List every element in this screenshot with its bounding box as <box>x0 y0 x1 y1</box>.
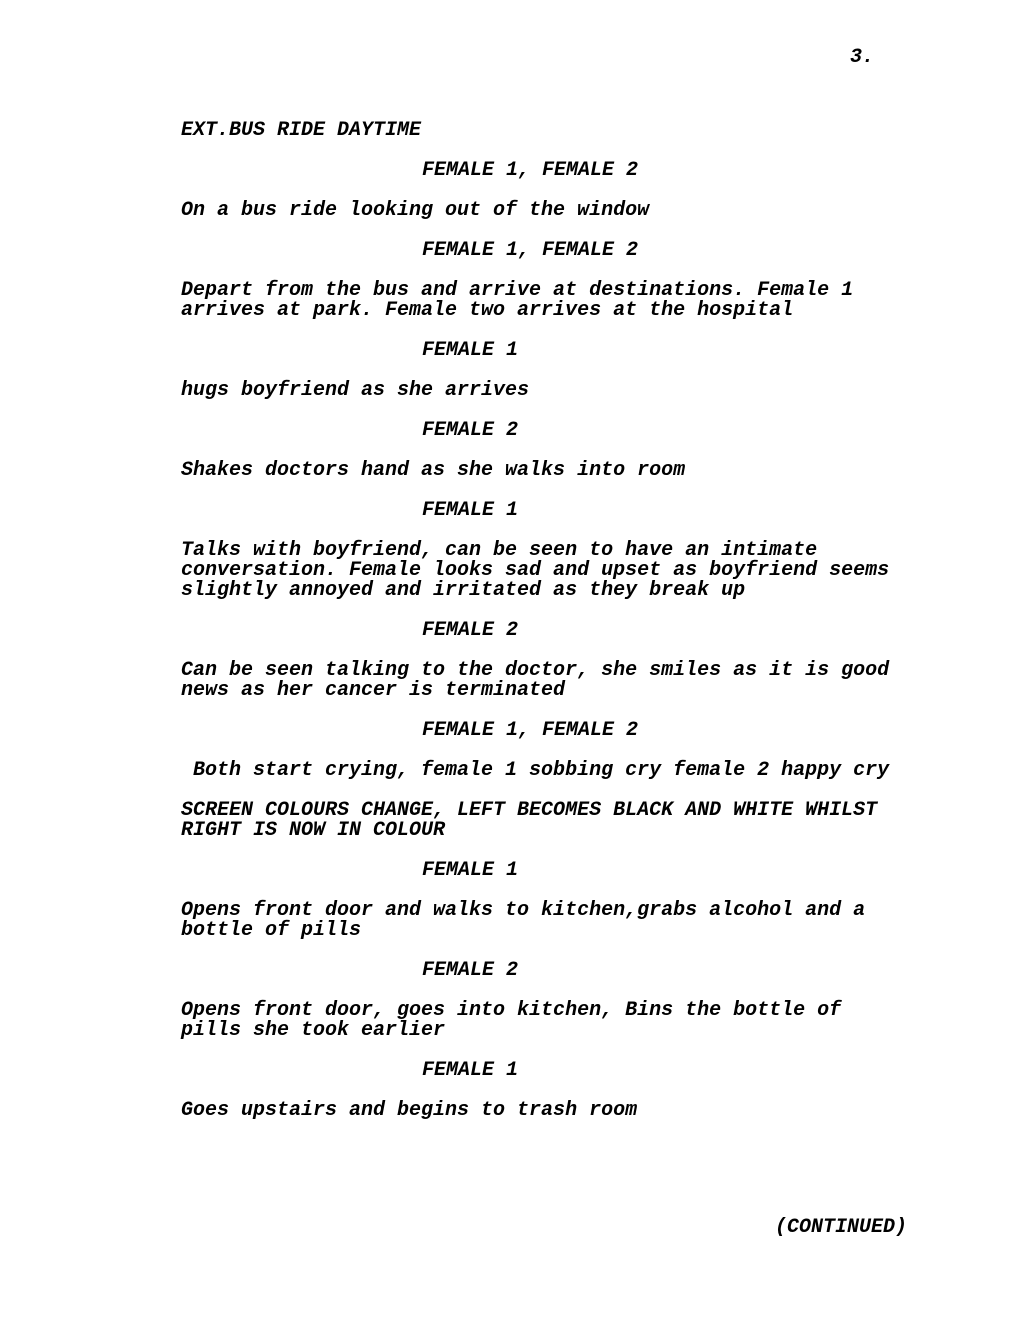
action-line: arrives at park. Female two arrives at the hospital <box>181 299 794 322</box>
action-line: Talks with boyfriend, can be seen to have an intimate <box>181 539 818 562</box>
action-line: news as her cancer is terminated <box>181 679 566 702</box>
scene-heading: EXT.BUS RIDE DAYTIME <box>181 119 422 142</box>
action-line: Depart from the bus and arrive at destinations. Female 1 <box>181 279 854 302</box>
character-name: FEMALE 1, FEMALE 2 <box>422 239 639 262</box>
continued-marker: (CONTINUED) <box>775 1216 908 1239</box>
action-line: Goes upstairs and begins to trash room <box>181 1099 638 1122</box>
action-line: Shakes doctors hand as she walks into room <box>181 459 686 482</box>
action-line: slightly annoyed and irritated as they break up <box>181 579 746 602</box>
page-number: 3. <box>850 46 875 69</box>
transition-line: RIGHT IS NOW IN COLOUR <box>181 819 446 842</box>
action-line: pills she took earlier <box>181 1019 446 1042</box>
action-line: Can be seen talking to the doctor, she smiles as it is good <box>181 659 890 682</box>
action-line: Both start crying, female 1 sobbing cry female 2 happy cry <box>181 759 890 782</box>
character-name: FEMALE 1 <box>422 859 519 882</box>
character-name: FEMALE 1 <box>422 1059 519 1082</box>
character-name: FEMALE 1, FEMALE 2 <box>422 719 639 742</box>
action-line: Opens front door, goes into kitchen, Bins the bottle of <box>181 999 842 1022</box>
action-line: On a bus ride looking out of the window <box>181 199 650 222</box>
transition-line: SCREEN COLOURS CHANGE, LEFT BECOMES BLACK AND WHITE WHILST <box>181 799 878 822</box>
action-line: bottle of pills <box>181 919 362 942</box>
character-name: FEMALE 2 <box>422 619 519 642</box>
action-line: Opens front door and walks to kitchen,grabs alcohol and a <box>181 899 866 922</box>
character-name: FEMALE 2 <box>422 419 519 442</box>
character-name: FEMALE 1 <box>422 339 519 362</box>
character-name: FEMALE 1, FEMALE 2 <box>422 159 639 182</box>
action-line: conversation. Female looks sad and upset as boyfriend seems <box>181 559 890 582</box>
character-name: FEMALE 1 <box>422 499 519 522</box>
action-line: hugs boyfriend as she arrives <box>181 379 530 402</box>
character-name: FEMALE 2 <box>422 959 519 982</box>
